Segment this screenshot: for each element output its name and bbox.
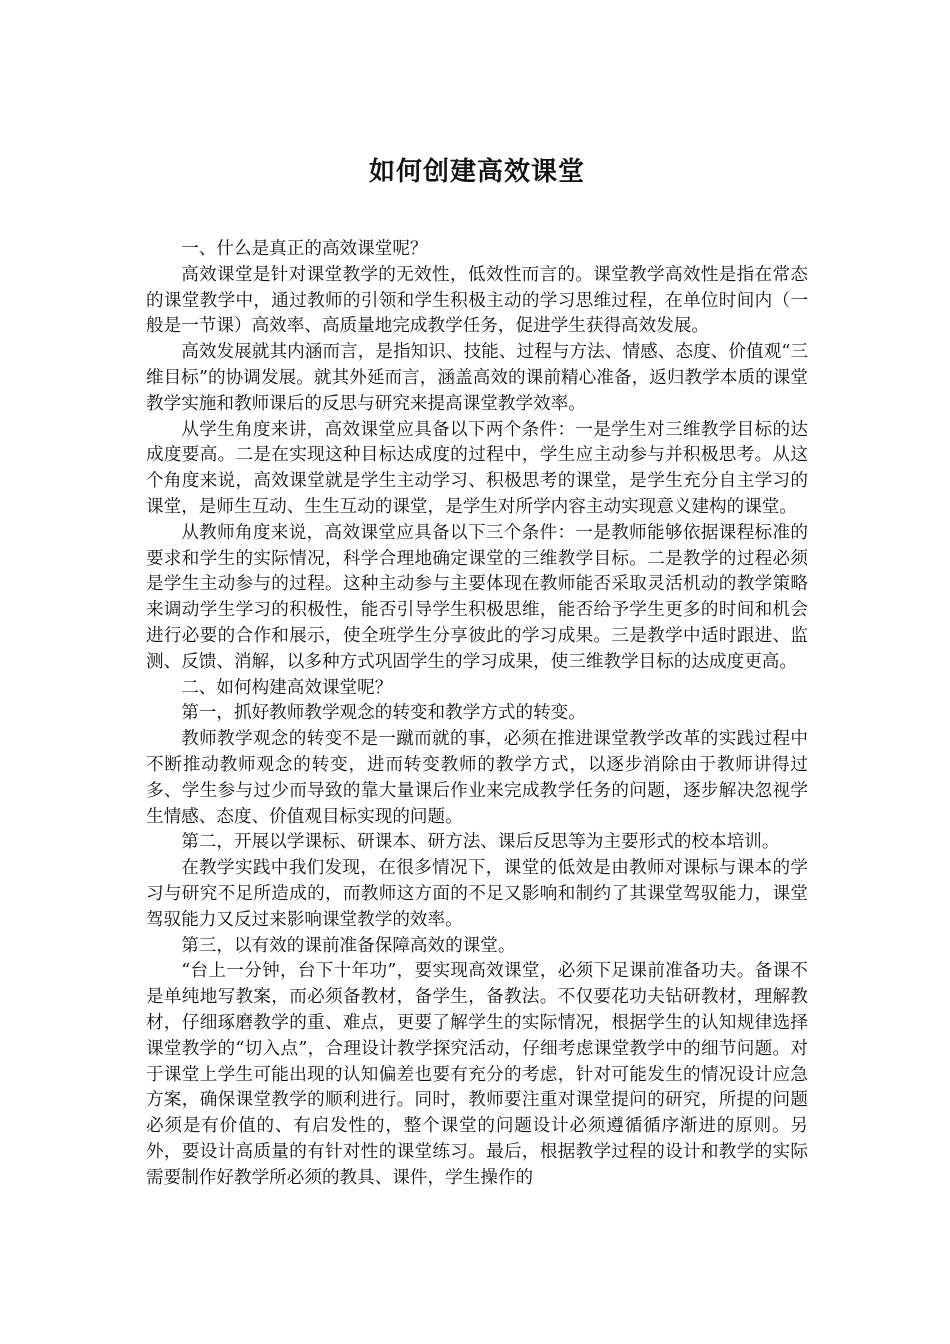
- section-heading-1: 一、什么是真正的高效课堂呢？: [181, 239, 428, 259]
- document-page: [146, 0, 808, 1191]
- document-body: [146, 237, 808, 1191]
- body-paragraph: 第二，开展以学课标、研课本、研方法、课后反思等为主要形式的校本培训。: [181, 832, 780, 853]
- body-paragraph: 在教学实践中我们发现，在很多情况下，课堂的低效是由教师对课标与课本的学习与研究不足所造成的，而教师这方面的不足又影响和制约了其课堂驾驭能力，课堂驾驭能力又反过来影响课堂教学的效率。: [146, 858, 808, 930]
- body-paragraph: 从教师角度来说，高效课堂应具备以下三个条件：一是教师能够依据课程标准的要求和学生的实际情况，科学合理地确定课堂的三维教学目标。二是教学的过程必须是学生主动参与的过程。这种主动参与主要体现在教师能否采取灵活机动的教学策略来调动学生学习的积极性，能否引导学生积极思维，能否给予学生更多的时间和机会进行必要的合作和展示，使全班学生分享彼此的学习成果。三是教学中适时跟进、监测、反馈、消解，以多种方式巩固学生的学习成果，使三维教学目标的达成度更高。: [146, 522, 808, 672]
- body-paragraph: 第一，抓好教师教学观念的转变和教学方式的转变。: [181, 703, 586, 724]
- body-paragraph: “台上一分钟，台下十年功”，要实现高效课堂，必须下足课前准备功夫。备课不是单纯地写教案，而必须备教材，备学生，备教法。不仅要花功夫钻研教材，理解教材，仔细琢磨教学的重、难点，更要了解学生的实际情况，根据学生的认知规律选择课堂教学的“切入点”，合理设计教学探究活动，仔细考虑课堂教学中的细节问题。对于课堂上学生可能出现的认知偏差也要有充分的考虑，针对可能发生的情况设计应急方案，确保课堂教学的顺利进行。同时，教师要注重对课堂提问的研究，所提的问题必须是有价值的、有启发性的，整个课堂的问题设计必须遵循循序渐进的原则。另外，要设计高质量的有针对性的课堂练习。最后，根据教学过程的设计和教学的实际需要制作好教学所必须的教具、课件，学生操作的: [146, 961, 808, 1188]
- body-paragraph: 第三，以有效的课前准备保障高效的课堂。: [181, 935, 516, 956]
- body-paragraph: 教师教学观念的转变不是一蹴而就的事，必须在推进课堂教学改革的实践过程中不断推动教师观念的转变，进而转变教师的教学方式，以逐步消除由于教师讲得过多、学生参与过少而导致的靠大量课后作业来完成教学任务的问题，逐步解决忽视学生情感、态度、价值观目标实现的问题。: [146, 729, 808, 827]
- body-paragraph: 高效课堂是针对课堂教学的无效性，低效性而言的。课堂教学高效性是指在常态的课堂教学中，通过教师的引领和学生积极主动的学习思维过程，在单位时间内（一般是一节课）高效率、高质量地完成教学任务，促进学生获得高效发展。: [146, 264, 808, 337]
- body-paragraph: 高效发展就其内涵而言，是指知识、技能、过程与方法、情感、态度、价值观“三维目标”的协调发展。就其外延而言，涵盖高效的课前精心准备，返归教学本质的课堂教学实施和教师课后的反思与研究来提高课堂教学效率。: [146, 342, 808, 414]
- body-paragraph: 从学生角度来讲，高效课堂应具备以下两个条件：一是学生对三维教学目标的达成度要高。二是在实现这种目标达成度的过程中，学生应主动参与并积极思考。从这个角度来说，高效课堂就是学生主动学习、积极思考的课堂，是学生充分自主学习的课堂，是师生互动、生生互动的课堂，是学生对所学内容主动实现意义建构的课堂。: [146, 419, 808, 517]
- document-title: 如何创建高效课堂: [368, 157, 585, 187]
- section-heading-2: 二、如何构建高效课堂呢？: [181, 677, 393, 698]
